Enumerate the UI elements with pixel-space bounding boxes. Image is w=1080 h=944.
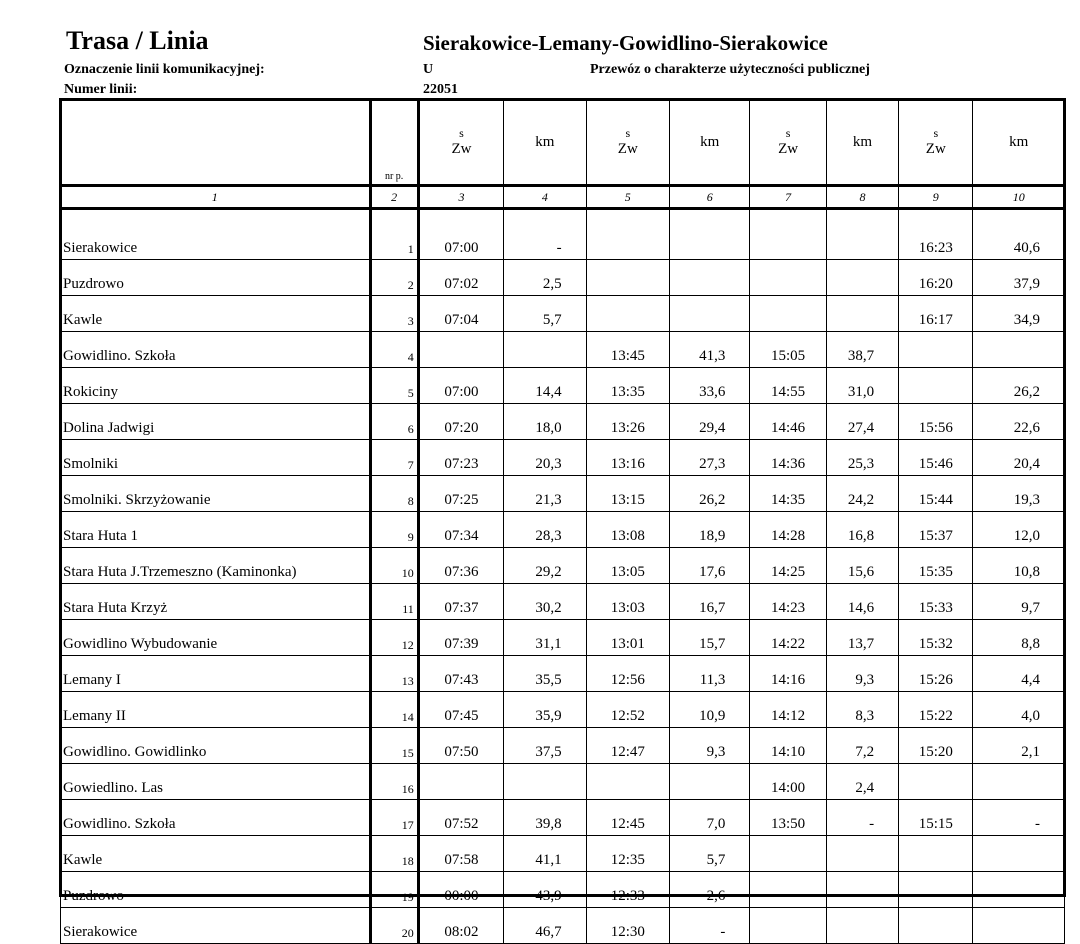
stop-name: Kawle (61, 836, 371, 872)
header-s-label: s (785, 126, 791, 140)
time-cell: 07:34 (418, 512, 503, 548)
km-cell: 14,4 (504, 368, 586, 404)
time-cell: 15:20 (899, 728, 973, 764)
km-cell: 26,2 (973, 368, 1065, 404)
time-cell: 07:00 (418, 224, 503, 260)
km-cell: 27,3 (670, 440, 750, 476)
time-cell (586, 260, 669, 296)
stop-number: 12 (370, 620, 418, 656)
km-cell: 2,1 (973, 728, 1065, 764)
stop-name: Smolniki (61, 440, 371, 476)
stop-number: 17 (370, 800, 418, 836)
time-cell: 14:36 (750, 440, 826, 476)
km-cell: 39,8 (504, 800, 586, 836)
stop-number: 3 (370, 296, 418, 332)
time-cell: 13:15 (586, 476, 669, 512)
header-time-col-5 (586, 100, 669, 186)
time-cell: 14:23 (750, 584, 826, 620)
km-cell: - (826, 800, 898, 836)
stop-name: Stara Huta Krzyż (61, 584, 371, 620)
page-title: Trasa / Linia (66, 26, 209, 55)
time-cell: 12:33 (586, 872, 669, 908)
stop-name: Gowidlino. Szkoła (61, 800, 371, 836)
km-cell: 15,7 (670, 620, 750, 656)
table-row (61, 404, 1065, 440)
time-cell: 07:25 (418, 476, 503, 512)
km-cell: 8,3 (826, 692, 898, 728)
km-cell: 41,1 (504, 836, 586, 872)
km-cell: 37,5 (504, 728, 586, 764)
time-cell (586, 764, 669, 800)
km-cell: 38,7 (826, 332, 898, 368)
stop-number: 11 (370, 584, 418, 620)
time-cell: 07:52 (418, 800, 503, 836)
time-cell (899, 368, 973, 404)
km-cell: 4,0 (973, 692, 1065, 728)
km-cell (973, 332, 1065, 368)
header-stop-name (61, 100, 371, 186)
km-cell: 10,8 (973, 548, 1065, 584)
time-cell (899, 332, 973, 368)
stop-name: Lemany I (61, 656, 371, 692)
time-cell: 12:45 (586, 800, 669, 836)
table-row (61, 440, 1065, 476)
km-cell: 9,7 (973, 584, 1065, 620)
table-row (61, 836, 1065, 872)
time-cell: 15:56 (899, 404, 973, 440)
km-cell (826, 836, 898, 872)
header-time-col-7 (750, 100, 826, 186)
time-cell (750, 908, 826, 944)
km-cell: 2,6 (670, 872, 750, 908)
time-cell: 12:30 (586, 908, 669, 944)
km-cell: 17,6 (670, 548, 750, 584)
stop-number: 2 (370, 260, 418, 296)
km-cell: 31,1 (504, 620, 586, 656)
km-cell (670, 764, 750, 800)
km-cell (973, 908, 1065, 944)
km-cell: 20,4 (973, 440, 1065, 476)
km-cell: - (670, 908, 750, 944)
stop-number: 16 (370, 764, 418, 800)
stop-name: Gowidlino Wybudowanie (61, 620, 371, 656)
stop-name: Smolniki. Skrzyżowanie (61, 476, 371, 512)
line-number-label: Numer linii: (64, 82, 138, 97)
table-row (61, 656, 1065, 692)
stop-name: Puzdrowo (61, 260, 371, 296)
time-cell (750, 260, 826, 296)
stop-number: 7 (370, 440, 418, 476)
time-cell: 13:16 (586, 440, 669, 476)
time-cell: 14:10 (750, 728, 826, 764)
time-cell: 14:22 (750, 620, 826, 656)
header-zw-label: Zw (925, 141, 946, 157)
km-cell: 18,9 (670, 512, 750, 548)
time-cell: 14:35 (750, 476, 826, 512)
km-cell: 14,6 (826, 584, 898, 620)
stop-number: 6 (370, 404, 418, 440)
column-number: 7 (750, 186, 826, 209)
km-cell: 21,3 (504, 476, 586, 512)
km-cell: 2,5 (504, 260, 586, 296)
time-cell: 13:03 (586, 584, 669, 620)
km-cell: 13,7 (826, 620, 898, 656)
km-cell (973, 764, 1065, 800)
column-number: 10 (973, 186, 1065, 209)
km-cell: 26,2 (670, 476, 750, 512)
header-time-col-3 (418, 100, 503, 186)
km-cell: 12,0 (973, 512, 1065, 548)
time-cell: 14:55 (750, 368, 826, 404)
table-row (61, 620, 1065, 656)
carrier-note: Przewóz o charakterze użyteczności publicznej (590, 62, 870, 77)
stop-name: Sierakowice (61, 224, 371, 260)
time-cell (750, 224, 826, 260)
time-cell: 15:33 (899, 584, 973, 620)
time-cell: 07:36 (418, 548, 503, 584)
stop-number: 5 (370, 368, 418, 404)
km-cell (826, 908, 898, 944)
time-cell: 16:20 (899, 260, 973, 296)
stop-name: Kawle (61, 296, 371, 332)
km-cell: 29,4 (670, 404, 750, 440)
km-cell (670, 296, 750, 332)
km-cell (826, 224, 898, 260)
table-row (61, 512, 1065, 548)
stop-name: Puzdrowo (61, 872, 371, 908)
time-cell: 12:47 (586, 728, 669, 764)
km-cell (973, 872, 1065, 908)
km-cell: - (973, 800, 1065, 836)
column-number: 3 (418, 186, 503, 209)
time-cell: 07:20 (418, 404, 503, 440)
km-cell (826, 872, 898, 908)
header-km-col-10: km (973, 100, 1065, 186)
stop-number: 4 (370, 332, 418, 368)
table-row (61, 692, 1065, 728)
column-number: 6 (670, 186, 750, 209)
stop-name: Stara Huta 1 (61, 512, 371, 548)
header-km-col-4: km (504, 100, 586, 186)
time-cell: 07:02 (418, 260, 503, 296)
stop-number: 18 (370, 836, 418, 872)
km-cell: 28,3 (504, 512, 586, 548)
stop-name: Dolina Jadwigi (61, 404, 371, 440)
stop-name: Sierakowice (61, 908, 371, 944)
stop-name: Gowiedlino. Las (61, 764, 371, 800)
time-cell (586, 296, 669, 332)
time-cell: 15:22 (899, 692, 973, 728)
km-cell: 35,9 (504, 692, 586, 728)
table-row (61, 872, 1065, 908)
column-number: 8 (826, 186, 898, 209)
spacer-row (61, 209, 1065, 225)
stop-number: 8 (370, 476, 418, 512)
km-cell: 22,6 (973, 404, 1065, 440)
time-cell: 14:28 (750, 512, 826, 548)
time-cell: 07:37 (418, 584, 503, 620)
time-cell: 12:35 (586, 836, 669, 872)
time-cell: 15:05 (750, 332, 826, 368)
km-cell (504, 764, 586, 800)
stop-number: 13 (370, 656, 418, 692)
timetable (60, 99, 1065, 944)
route-name: Sierakowice-Lemany-Gowidlino-Sierakowice (423, 31, 828, 55)
km-cell: 41,3 (670, 332, 750, 368)
time-cell: 15:26 (899, 656, 973, 692)
km-cell: 2,4 (826, 764, 898, 800)
km-cell: 10,9 (670, 692, 750, 728)
time-cell (899, 908, 973, 944)
time-cell: 13:50 (750, 800, 826, 836)
km-cell: 20,3 (504, 440, 586, 476)
km-cell: 5,7 (670, 836, 750, 872)
km-cell (670, 260, 750, 296)
time-cell: 07:50 (418, 728, 503, 764)
km-cell: 24,2 (826, 476, 898, 512)
table-row (61, 332, 1065, 368)
time-cell: 13:45 (586, 332, 669, 368)
line-designation-value: U (423, 62, 434, 77)
time-cell (418, 332, 503, 368)
time-cell (750, 836, 826, 872)
km-cell: 16,8 (826, 512, 898, 548)
time-cell (899, 872, 973, 908)
time-cell: 14:46 (750, 404, 826, 440)
time-cell: 15:35 (899, 548, 973, 584)
time-cell (750, 872, 826, 908)
stop-number: 19 (370, 872, 418, 908)
time-cell: 07:45 (418, 692, 503, 728)
km-cell: - (504, 224, 586, 260)
column-number: 1 (61, 186, 371, 209)
stop-name: Lemany II (61, 692, 371, 728)
time-cell: 14:00 (750, 764, 826, 800)
km-cell (973, 836, 1065, 872)
column-number-row (61, 186, 1065, 209)
table-row (61, 296, 1065, 332)
table-row (61, 260, 1065, 296)
table-row (61, 908, 1065, 944)
time-cell: 07:00 (418, 368, 503, 404)
time-cell: 13:05 (586, 548, 669, 584)
time-cell: 15:15 (899, 800, 973, 836)
km-cell: 30,2 (504, 584, 586, 620)
time-cell: 13:26 (586, 404, 669, 440)
header-zw-label: Zw (451, 141, 472, 157)
table-row (61, 224, 1065, 260)
stop-name: Gowidlino. Szkoła (61, 332, 371, 368)
column-number: 2 (370, 186, 418, 209)
km-cell: 9,3 (670, 728, 750, 764)
time-cell: 13:01 (586, 620, 669, 656)
column-number: 9 (899, 186, 973, 209)
time-cell: 16:17 (899, 296, 973, 332)
time-cell: 14:12 (750, 692, 826, 728)
km-cell: 31,0 (826, 368, 898, 404)
time-cell: 12:52 (586, 692, 669, 728)
km-cell (826, 260, 898, 296)
header-km-col-6: km (670, 100, 750, 186)
stop-name: Rokiciny (61, 368, 371, 404)
header-nrp: nr p. (370, 100, 418, 186)
column-number: 4 (504, 186, 586, 209)
header-s-label: s (459, 126, 464, 140)
km-cell: 7,2 (826, 728, 898, 764)
km-cell: 40,6 (973, 224, 1065, 260)
header-time-col-9 (899, 100, 973, 186)
time-cell: 07:04 (418, 296, 503, 332)
time-cell: 15:37 (899, 512, 973, 548)
time-cell: 14:16 (750, 656, 826, 692)
km-cell: 16,7 (670, 584, 750, 620)
km-cell: 46,7 (504, 908, 586, 944)
km-cell: 25,3 (826, 440, 898, 476)
time-cell (418, 764, 503, 800)
time-cell: 08:02 (418, 908, 503, 944)
table-row (61, 800, 1065, 836)
time-cell (899, 764, 973, 800)
stop-number: 10 (370, 548, 418, 584)
line-designation-label: Oznaczenie linii komunikacyjnej: (64, 62, 265, 77)
km-cell: 43,9 (504, 872, 586, 908)
time-cell (750, 296, 826, 332)
km-cell: 7,0 (670, 800, 750, 836)
time-cell: 07:43 (418, 656, 503, 692)
time-cell: 00:00 (418, 872, 503, 908)
column-header-row (61, 100, 1065, 186)
time-cell: 15:32 (899, 620, 973, 656)
km-cell (670, 224, 750, 260)
km-cell: 33,6 (670, 368, 750, 404)
time-cell: 13:08 (586, 512, 669, 548)
km-cell: 37,9 (973, 260, 1065, 296)
header-s-label: s (625, 126, 631, 140)
table-row (61, 368, 1065, 404)
stop-number: 15 (370, 728, 418, 764)
header-zw-label: Zw (778, 141, 799, 157)
km-cell (826, 296, 898, 332)
table-row (61, 728, 1065, 764)
stop-number: 9 (370, 512, 418, 548)
time-cell: 15:44 (899, 476, 973, 512)
time-cell (899, 836, 973, 872)
km-cell: 29,2 (504, 548, 586, 584)
line-number-value: 22051 (423, 82, 458, 97)
time-cell: 13:35 (586, 368, 669, 404)
time-cell (586, 224, 669, 260)
km-cell: 4,4 (973, 656, 1065, 692)
time-cell: 15:46 (899, 440, 973, 476)
timetable-body (61, 224, 1065, 944)
km-cell: 19,3 (973, 476, 1065, 512)
time-cell: 07:23 (418, 440, 503, 476)
time-cell: 14:25 (750, 548, 826, 584)
km-cell: 11,3 (670, 656, 750, 692)
km-cell: 34,9 (973, 296, 1065, 332)
stop-number: 20 (370, 908, 418, 944)
time-cell: 07:58 (418, 836, 503, 872)
km-cell: 27,4 (826, 404, 898, 440)
km-cell: 18,0 (504, 404, 586, 440)
stop-name: Gowidlino. Gowidlinko (61, 728, 371, 764)
table-row (61, 764, 1065, 800)
stop-number: 1 (370, 224, 418, 260)
km-cell: 8,8 (973, 620, 1065, 656)
km-cell: 5,7 (504, 296, 586, 332)
header-km-col-8: km (826, 100, 898, 186)
stop-number: 14 (370, 692, 418, 728)
stop-name: Stara Huta J.Trzemeszno (Kaminonka) (61, 548, 371, 584)
km-cell: 15,6 (826, 548, 898, 584)
column-number: 5 (586, 186, 669, 209)
table-row (61, 548, 1065, 584)
time-cell: 16:23 (899, 224, 973, 260)
table-row (61, 476, 1065, 512)
km-cell: 9,3 (826, 656, 898, 692)
table-row (61, 584, 1065, 620)
header-zw-label: Zw (617, 141, 638, 157)
km-cell: 35,5 (504, 656, 586, 692)
time-cell: 07:39 (418, 620, 503, 656)
header-s-label: s (933, 126, 939, 140)
km-cell (504, 332, 586, 368)
time-cell: 12:56 (586, 656, 669, 692)
